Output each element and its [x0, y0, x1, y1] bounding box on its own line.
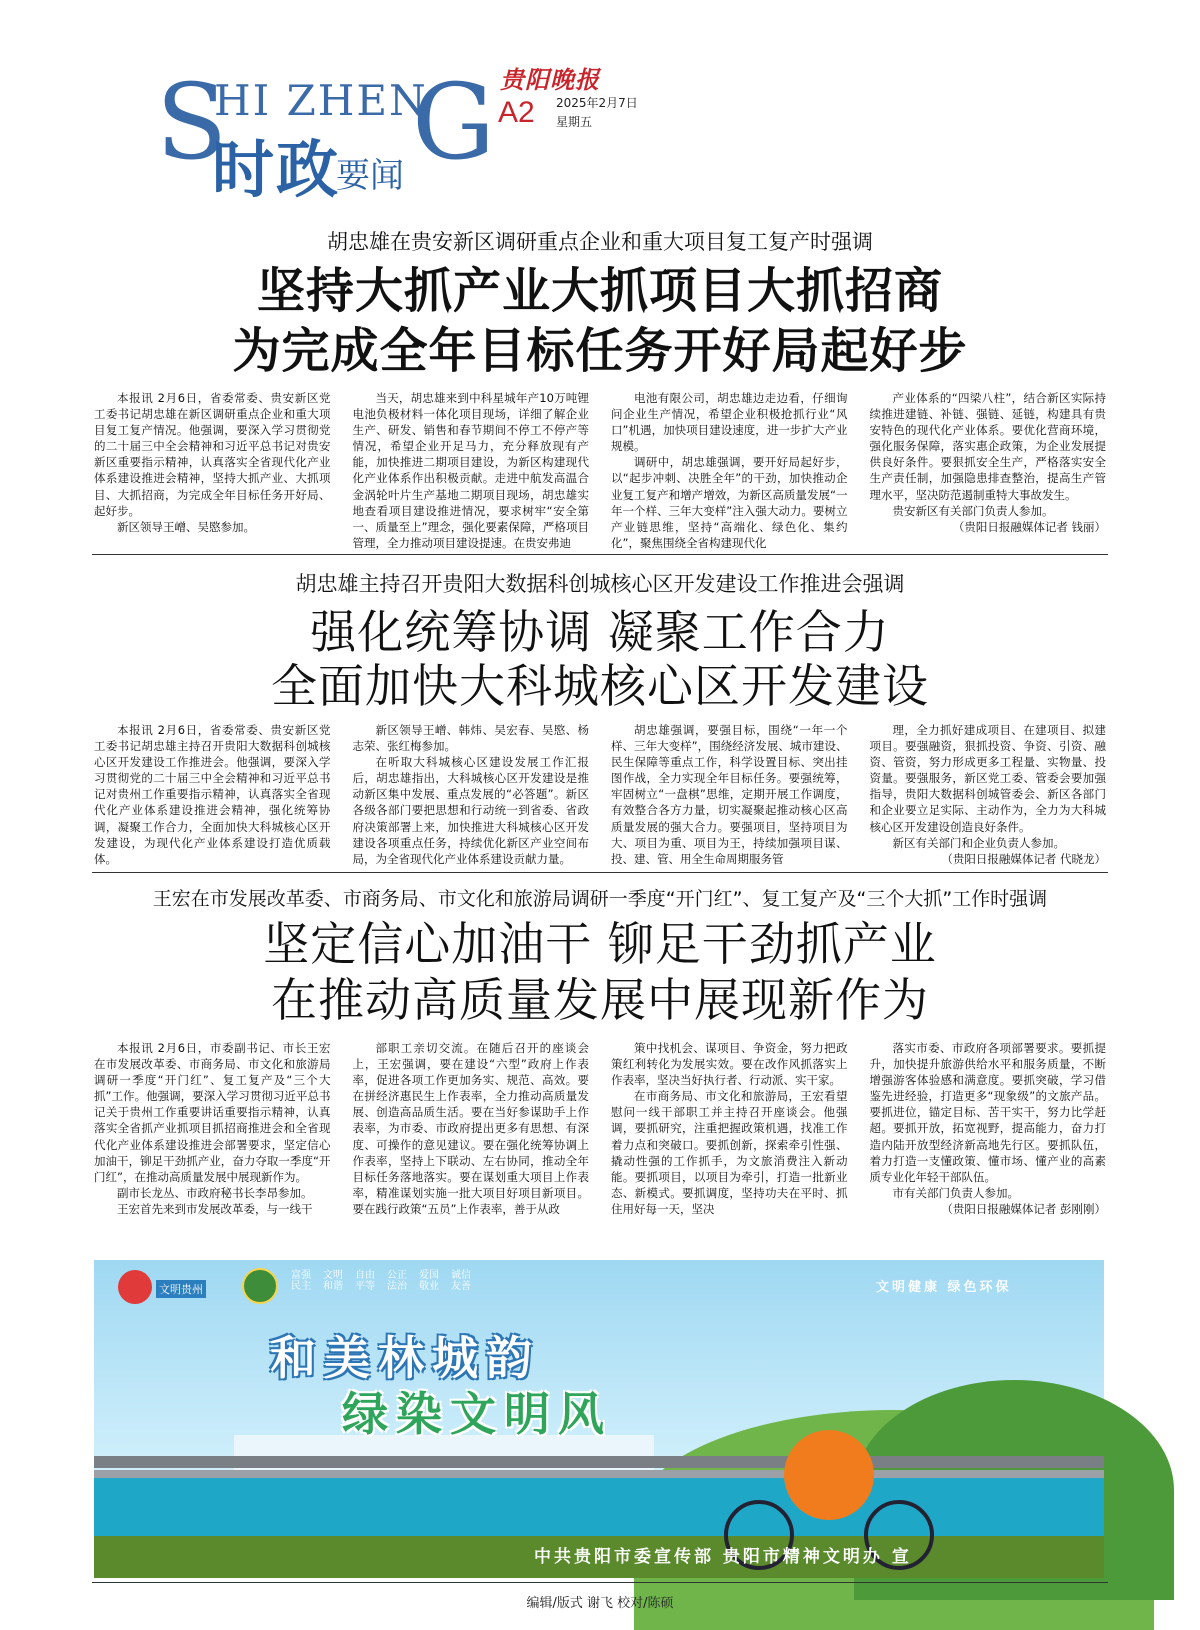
- article-paragraph: 调研中，胡忠雄强调，要开好局起好步，以“起步冲刺、决胜全年”的干劲，加快推动企业复工复产和增产增效，为新区高质量发展“一年一个样、三年大变样”注入强大动力。要树立产业链思维，坚持“高端化、绿色化、集约化”，聚焦围绕全省构建现代化: [611, 455, 848, 550]
- article-3-headline-line-1: 坚定信心加油干 铆足干劲抓产业: [263, 917, 937, 971]
- river: [94, 1478, 1104, 1538]
- article-paragraph: 市有关部门负责人参加。: [892, 1185, 1019, 1200]
- subsection-title: 要闻: [336, 156, 404, 196]
- banner-title-line-2: 绿染文明风: [342, 1387, 612, 1441]
- article-3-headline-line-2: 在推动高质量发展中展现新作为: [271, 973, 929, 1027]
- article-paragraph: 本报讯 2月6日，省委常委、贵安新区党工委书记胡忠雄主持召开贵阳大数据科创城核心区开发建设工作推进会。他强调，要深入学习贯彻党的二十届三中全会精神和习近平总书记对贵州工作重要指示精神，认真落实全省现代化产业体系建设推进会精神，强化统筹协调，凝聚工作合力，全面加快大科城核心区开发建设，为现代化产业体系建设打造优质载体。: [94, 723, 331, 866]
- article-paragraph: 产业体系的“四梁八柱”，结合新区实际持续推进建链、补链、强链、延链，构建具有贵安特色的现代化产业体系。要优化营商环境，强化服务保障，落实惠企政策，为企业发展提供良好条件。要狠抓安全生产，严格落实安全生产责任制，加强隐患排查整治，提高生产管理水平，坚决防范遏制重特大事故发生。: [869, 391, 1106, 502]
- civilization-logo-text: 文明贵州: [156, 1280, 206, 1298]
- article-paragraph: 部职工亲切交流。在随后召开的座谈会上，王宏强调，要在建设“六型”政府上作表率，促进各项工作更加务实、规范、高效。要在拼经济惠民生上作表率，全力推动高质量发展、创造高品质生活。要在当好参谋助手上作表率，为市委、市政府提出更多有思想、有深度、可操作的意见建议。要在强化统筹协调上作表率，坚持上下联动、左右协同，推动全年目标任务落地落实。要在谋划重大项目上作表率，精准谋划实施一批大项目好项目新项目。要在践行政策“五员”上作表率，善于从政: [352, 1041, 589, 1216]
- core-value: 诚信友善: [451, 1270, 471, 1292]
- article-credit: （贵阳日报融媒体记者 钱丽）: [952, 519, 1106, 534]
- railing: [94, 1470, 1104, 1478]
- article-1-headline-line-1: 坚持大抓产业大抓项目大抓招商: [256, 263, 943, 319]
- core-value: 公正法治: [387, 1270, 407, 1292]
- city-emblem-icon: [242, 1268, 278, 1304]
- article-1-column-1: [94, 390, 331, 540]
- article-paragraph: 王宏首先来到市发展改革委，与一线干: [117, 1201, 313, 1216]
- article-2-kicker: 胡忠雄主持召开贵阳大数据科创城核心区开发建设工作推进会强调: [295, 572, 905, 596]
- article-paragraph: 新区有关部门和企业负责人参加。: [892, 835, 1065, 850]
- article-1-column-4: [870, 390, 1107, 540]
- issue-date: 2025年2月7日: [556, 96, 638, 110]
- article-3-column-3: [611, 1040, 848, 1246]
- article-paragraph: 贵安新区有关部门负责人参加。: [892, 503, 1054, 518]
- article-paragraph: 落实市委、市政府各项部署要求。要抓提升，加快提升旅游供给水平和服务质量，不断增强游客体验感和满意度。要抓突破，学习借鉴先进经验，打造更多“现象级”的文旅产品。要抓进位，锚定目标、苦干实干，努力比学赶超。要抓开放，拓宽视野，提高能力，奋力打造内陆开放型经济新高地先行区。要抓队伍，着力打造一支懂政策、懂市场、懂产业的高素质专业化年轻干部队伍。: [869, 1041, 1106, 1184]
- newspaper-logo: 贵阳晚报: [500, 65, 600, 94]
- article-credit: （贵阳日报融媒体记者 彭刚刚）: [941, 1201, 1106, 1216]
- article-divider: [92, 872, 1108, 873]
- article-paragraph: 胡忠雄强调，要强目标，围绕“一年一个样、三年大变样”，围绕经济发展、城市建设、民生保障等重点工作，科学设置目标、突出挂图作战，全力实现全年目标任务。要强统筹，牢固树立“一盘棋”思维，定期开展工作调度，有效整合各方力量，切实凝聚起推动核心区高质量发展的强大合力。要强项目，坚持项目为大、项目为重、项目为王，持续加强项目谋、投、建、管、用全生命周期服务管: [611, 723, 848, 866]
- article-paragraph: 在听取大科城核心区建设发展工作汇报后，胡忠雄指出，大科城核心区开发建设是推动新区集中发展、重点发展的“必答题”。新区各级各部门要把思想和行动统一到省委、省政府决策部署上来，加快推进大科城核心区开发建设各项重点任务，持续优化新区产业空间布局，为全省现代化产业体系建设贡献力量。: [352, 755, 589, 866]
- article-paragraph: 在市商务局、市文化和旅游局，王宏看望慰问一线干部职工并主持召开座谈会。他强调，要抓研究，注重把握政策机遇，找准工作着力点和突破口。要抓创新，探索牵引性强、撬动性强的工作抓手，为文旅消费注入新动能。要抓项目，以项目为牵引，打造一批新业态、新模式。要抓调度，坚持功夫在平时、抓住用好每一天，坚决: [611, 1089, 848, 1216]
- masthead-pinyin: HI ZHEN: [214, 76, 428, 125]
- article-paragraph: 当天，胡忠雄来到中科星城年产10万吨锂电池负极材料一体化项目现场，详细了解企业生产、研发、销售和春节期间不停工不停产等情况，希望企业开足马力，充分释放现有产能，加快推进二期项目建设，为新区构建现代化产业体系作出积极贡献。走进中航发高温合金涡轮叶片生产基地二期项目现场，胡忠雄实地查看项目建设推进情况，要求树牢“安全第一、质量至上”理念，强化要素保障，严格项目管理，全力推动项目建设提速。在贵安弗迪: [352, 391, 589, 550]
- civilization-banner: [94, 1260, 1104, 1578]
- article-2-column-2: [352, 722, 590, 866]
- core-value: 文明和谐: [323, 1270, 343, 1292]
- article-divider: [92, 554, 1108, 555]
- article-2-column-4: [869, 722, 1107, 866]
- article-1-column-2: [352, 390, 590, 550]
- civilization-logo-icon: [118, 1270, 152, 1304]
- article-1-column-3: [611, 390, 848, 550]
- masthead-letter-g: G: [412, 61, 496, 183]
- article-3-column-1: [94, 1040, 331, 1246]
- cyclist-icon: [784, 1430, 874, 1520]
- core-value: 富强民主: [291, 1270, 311, 1292]
- core-values: [290, 1270, 472, 1292]
- article-paragraph: 副市长龙丛、市政府秘书长李昂参加。: [117, 1185, 313, 1200]
- page-number: A2: [498, 96, 535, 129]
- core-value: 自由平等: [355, 1270, 375, 1292]
- article-1-kicker: 胡忠雄在贵安新区调研重点企业和重大项目复工复产时强调: [327, 230, 873, 254]
- issue-weekday: 星期五: [556, 115, 593, 129]
- railing: [94, 1456, 1104, 1468]
- footer-divider: [92, 1582, 1108, 1583]
- banner-organizers: 中共贵阳市委宣传部 贵阳市精神文明办 宣: [534, 1547, 912, 1567]
- article-3-column-4: [870, 1040, 1107, 1246]
- article-1-body: [94, 390, 1106, 550]
- article-1-headline-line-2: 为完成全年目标任务开好局起好步: [232, 323, 968, 379]
- editor-credits: 编辑/版式 谢飞 校对/陈硕: [526, 1596, 674, 1611]
- article-2-column-1: [94, 722, 331, 866]
- article-2-column-3: [611, 722, 848, 866]
- article-3-body: [94, 1040, 1106, 1246]
- section-title: 时政: [212, 133, 341, 206]
- core-value: 爱国敬业: [419, 1270, 439, 1292]
- article-paragraph: 本报讯 2月6日，省委常委、贵安新区党工委书记胡忠雄在新区调研重点企业和重大项目复工复产情况。他强调，要深入学习贯彻党的二十届三中全会精神和习近平总书记对贵安新区重要指示精神，认真落实全省现代化产业体系建设推进会精神，坚持大抓产业、大抓项目、大抓招商，为完成全年目标任务开好局、起好步。: [94, 391, 331, 518]
- article-credit: （贵阳日报融媒体记者 代晓龙）: [941, 851, 1106, 866]
- masthead-letter-s: S: [156, 61, 228, 183]
- article-paragraph: 新区领导王嶒、吴愍参加。: [117, 519, 255, 534]
- article-2-body: [94, 722, 1106, 866]
- banner-slogan: 文明健康 绿色环保: [876, 1280, 1012, 1295]
- article-3-column-2: [353, 1040, 590, 1246]
- article-paragraph: 理，全力抓好建成项目、在建项目、拟建项目。要强融资，狠抓投资、争资、引资、融资、管资，努力形成更多工程量、实物量、投资量。要强服务，新区党工委、管委会要加强指导，贵阳大数据科创城管委会、新区各部门和企业要立足实际、主动作为，全力为大科城核心区开发建设创造良好条件。: [869, 723, 1106, 834]
- article-3-kicker: 王宏在市发展改革委、市商务局、市文化和旅游局调研一季度“开门红”、复工复产及“三个大抓”工作时强调: [152, 888, 1048, 910]
- article-2-headline-line-2: 全面加快大科城核心区开发建设: [271, 659, 929, 713]
- article-paragraph: 本报讯 2月6日，市委副书记、市长王宏在市发展改革委、市商务局、市文化和旅游局调研一季度“开门红”、复工复产及“三个大抓”工作。他强调，要深入学习贯彻习近平总书记关于贵州工作重要讲话重要指示精神，认真落实全省抓产业抓项目抓招商推进会和全省现代化产业体系建设推进会部署要求，坚定信心加油干，铆足干劲抓产业，奋力夺取一季度“开门红”，在推动高质量发展中展现新作为。: [94, 1041, 331, 1184]
- article-paragraph: 策中找机会、谋项目、争资金，努力把政策红利转化为发展实效。要在改作风抓落实上作表率，坚决当好执行者、行动派、实干家。: [611, 1041, 848, 1088]
- article-paragraph: 新区领导王嶒、韩炜、吴宏春、吴愍、杨志荣、张红梅参加。: [352, 723, 589, 754]
- article-2-headline-line-1: 强化统筹协调 凝聚工作合力: [310, 605, 890, 659]
- banner-title-line-1: 和美林城韵: [270, 1331, 540, 1385]
- article-paragraph: 电池有限公司，胡忠雄边走边看，仔细询问企业生产情况，希望企业积极抢抓行业“风口”机遇，加快项目建设速度，进一步扩大产业规模。: [611, 391, 848, 454]
